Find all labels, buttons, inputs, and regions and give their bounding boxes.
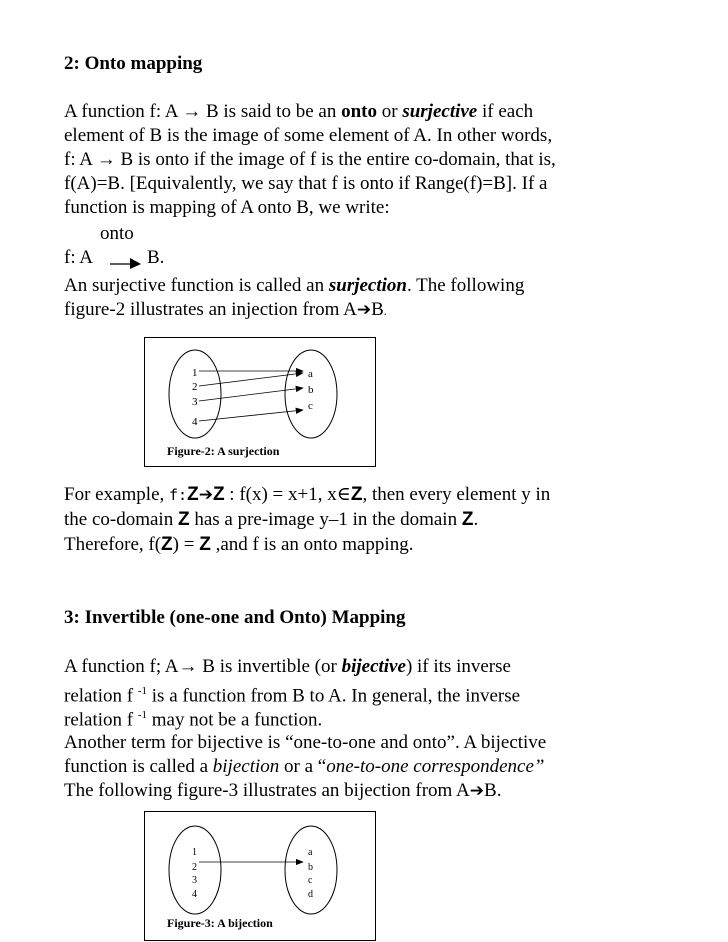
paragraph-line: f(A)=B. [Equivalently, we say that f is onto if Range(f)=B]. If a — [64, 173, 548, 194]
mapping-arrow — [199, 373, 303, 386]
codomain-element: c — [308, 875, 313, 886]
onto-arrow-icon — [108, 255, 142, 269]
onto-label: onto — [100, 223, 134, 244]
domain-element: 2 — [192, 862, 197, 873]
domain-element: 4 — [192, 889, 197, 900]
term-surjection: surjection — [328, 275, 407, 296]
domain-element: 3 — [192, 396, 198, 408]
integers-symbol: Z — [350, 484, 363, 505]
term-bijection: bijection — [212, 756, 280, 777]
paragraph-line: figure-2 illustrates an injection from A➔B. — [64, 299, 387, 320]
codomain-element: a — [308, 847, 313, 858]
paragraph-line: relation f $^{-1}$ may not be a function. — [64, 709, 323, 731]
paragraph-line: The following figure-3 illustrates an bijection from A➔B. — [64, 780, 502, 801]
figure-2-surjection — [144, 337, 376, 467]
paragraph-line: relation f $^{-1}$ is a function from B to A. In general, the inverse — [64, 685, 521, 707]
integers-symbol: Z — [187, 484, 199, 505]
paragraph-line: For example, f:Z➔Z : f(x) = x+1, x∈Z, then every element y in — [64, 484, 551, 505]
paragraph-line: An surjective function is called an surjection. The following — [64, 275, 525, 296]
paragraph-line: the co-domain Z has a pre-image y–1 in the domain Z. — [64, 509, 479, 530]
paragraph-line: function is mapping of A onto B, we write: — [64, 197, 390, 218]
codomain-element: b — [308, 384, 314, 396]
domain-element: 4 — [192, 416, 198, 428]
element-of-icon: ∈ — [336, 484, 351, 505]
section-2-heading: 2: Onto mapping — [64, 53, 203, 74]
integers-symbol: Z — [199, 534, 211, 555]
figure-caption: Figure-2: A surjection — [167, 444, 280, 458]
paragraph-line: element of B is the image of some element of A. In other words, — [64, 125, 553, 146]
right-arrow-icon: ➔ — [356, 300, 372, 320]
figure-2-diagram — [145, 338, 375, 466]
paragraph-line: Another term for bijective is “one-to-one and onto”. A bijective — [64, 732, 547, 753]
mapping-arrow — [199, 410, 303, 421]
right-arrow-icon: ➔ — [469, 781, 485, 801]
mapping-arrow — [199, 388, 303, 401]
section-3-heading: 3: Invertible (one-one and Onto) Mapping — [64, 607, 406, 628]
term-surjective: surjective — [402, 101, 478, 122]
paragraph-line: A function f: A → B is said to be an onto or surjective if each — [64, 101, 534, 122]
integers-symbol: Z — [212, 484, 225, 505]
paragraph-line: function is called a bijection or a “one-to-one correspondence” — [64, 756, 545, 777]
domain-element: 2 — [192, 381, 198, 393]
codomain-element: d — [308, 889, 313, 900]
domain-element: 1 — [192, 367, 198, 379]
onto-notation-codomain: B. — [147, 247, 165, 268]
figure-caption: Figure-3: A bijection — [167, 916, 273, 930]
integers-symbol: Z — [461, 509, 474, 530]
codomain-element: a — [308, 368, 313, 380]
codomain-element: c — [308, 400, 313, 412]
codomain-element: b — [308, 862, 313, 873]
term-correspondence: one-to-one correspondence” — [326, 756, 545, 777]
term-onto: onto — [341, 101, 377, 122]
domain-element: 1 — [192, 847, 197, 858]
right-arrow-icon: ➔ — [198, 485, 213, 505]
paragraph-line: A function f; A→ B is invertible (or bijective) if its inverse — [64, 656, 511, 677]
figure-3-bijection — [144, 811, 376, 941]
paragraph-line: Therefore, f(Z) = Z ,and f is an onto mapping. — [64, 534, 414, 555]
onto-notation-domain: f: A — [64, 247, 94, 268]
figure-3-diagram — [145, 812, 375, 940]
integers-symbol: Z — [161, 534, 173, 555]
domain-element: 3 — [192, 875, 197, 886]
integers-symbol: Z — [177, 509, 190, 530]
paragraph-line: f: A → B is onto if the image of f is the entire co-domain, that is, — [64, 149, 556, 170]
term-bijective: bijective — [341, 656, 406, 677]
